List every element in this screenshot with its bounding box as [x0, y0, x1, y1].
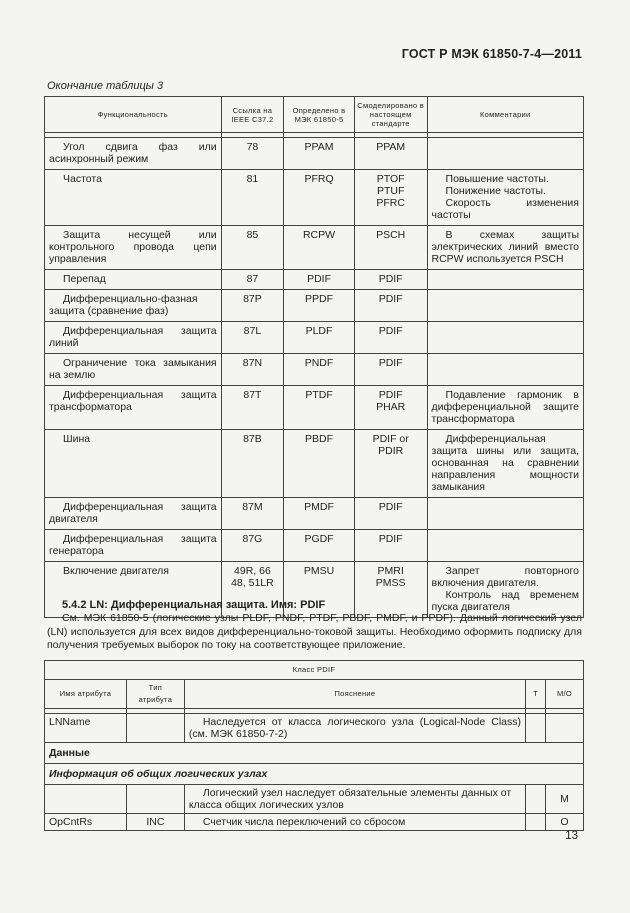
row-modeled	[354, 430, 427, 498]
row-functionality-line: Угол сдвига фаз или асинхронный режим	[49, 141, 217, 165]
table-row	[45, 386, 584, 430]
row-iec-defined	[284, 354, 355, 386]
row-comment	[427, 430, 583, 498]
row-ieee-ref	[221, 270, 284, 290]
empty-cell	[526, 814, 546, 831]
row-modeled-line: PMRI	[377, 565, 404, 577]
row-ieee-ref-line: 81	[246, 173, 259, 185]
row-iec-defined	[284, 170, 355, 226]
row-iec-defined	[284, 226, 355, 270]
table-row	[45, 714, 584, 743]
table-row	[45, 290, 584, 322]
row-modeled-line: PDIF	[378, 389, 403, 401]
row-modeled	[354, 170, 427, 226]
col-header-iec: Определено в МЭК 61850-5	[284, 97, 355, 133]
row-comment	[427, 530, 583, 562]
row-functionality-line: Дифференциальная защита линий	[49, 325, 217, 349]
table-header-row	[45, 97, 584, 133]
document-header: ГОСТ Р МЭК 61850-7-4—2011	[401, 47, 582, 61]
col-header-t: T	[526, 680, 546, 709]
row-functionality	[45, 270, 222, 290]
row-ieee-ref-line: 87B	[243, 433, 262, 445]
row-ieee-ref-line: 87P	[243, 293, 262, 305]
row-iec-defined-line: PLDF	[305, 325, 333, 337]
table-row	[45, 430, 584, 498]
empty-cell	[526, 785, 546, 814]
table-row	[45, 138, 584, 170]
row-functionality	[45, 290, 222, 322]
row-iec-defined-line: PDIF	[307, 273, 331, 285]
class-title: Класс PDIF	[45, 661, 584, 680]
row-modeled	[354, 530, 427, 562]
row-functionality-line: Дифференциальная защита трансформатора	[49, 389, 217, 413]
col-header-ieee: Ссылка на IEEE C37.2	[221, 97, 284, 133]
row-iec-defined-line: PNDF	[304, 357, 334, 369]
row-iec-defined-line: PMDF	[304, 501, 334, 513]
row-iec-defined	[284, 270, 355, 290]
row-iec-defined	[284, 386, 355, 430]
inherit-mo: M	[546, 785, 584, 814]
row-functionality-line: Ограничение тока замыкания на землю	[49, 357, 217, 381]
row-ieee-ref	[221, 322, 284, 354]
row-functionality-line: Перепад	[63, 273, 106, 285]
row-ieee-ref-line: 49R, 66	[234, 565, 271, 577]
row-iec-defined	[284, 322, 355, 354]
table-row	[45, 814, 584, 831]
row-iec-defined	[284, 290, 355, 322]
table-row	[45, 498, 584, 530]
row-ieee-ref-line: 87T	[243, 389, 262, 401]
row-functionality-line: Дифференциально-фазная защита (сравнение фаз)	[49, 293, 198, 317]
row-modeled	[354, 290, 427, 322]
opcnt-desc: Счетчик числа переключений со сбросом	[202, 816, 406, 828]
col-header-comments: Комментарии	[427, 97, 583, 133]
row-comment	[427, 562, 583, 618]
row-iec-defined-line: PPAM	[304, 141, 334, 153]
row-comment-line: Контроль над временем пуска двигателя	[431, 589, 579, 613]
attr-mo	[546, 714, 584, 743]
row-functionality-line: Частота	[63, 173, 102, 185]
table-row	[45, 530, 584, 562]
row-functionality	[45, 322, 222, 354]
row-modeled-line: PTOF	[376, 173, 405, 185]
attr-desc: Наследуется от класса логического узла (Logical-Node Class) (см. МЭК 61850-7-2)	[188, 716, 522, 740]
row-iec-defined-line: PGDF	[304, 533, 334, 545]
row-iec-defined-line: PBDF	[305, 433, 334, 445]
row-comment	[427, 386, 583, 430]
row-modeled-line: PPAM	[376, 141, 406, 153]
row-ieee-ref	[221, 354, 284, 386]
row-modeled	[354, 138, 427, 170]
row-modeled	[354, 386, 427, 430]
row-modeled-line: PFRC	[376, 197, 405, 209]
table-row	[45, 785, 584, 814]
row-functionality	[45, 430, 222, 498]
row-ieee-ref	[221, 226, 284, 270]
opcnt-desc-cell	[184, 814, 525, 831]
row-modeled-line: PTUF	[376, 185, 405, 197]
row-ieee-ref-line: 85	[246, 229, 259, 241]
row-comment-line: Понижение частоты.	[445, 185, 546, 197]
data-label: Данные	[45, 743, 584, 764]
row-functionality-line: Защита несущей или контрольного провода цепи управления	[49, 229, 217, 265]
col-header-functionality: Функциональность	[45, 97, 222, 133]
row-modeled	[354, 226, 427, 270]
table-row	[45, 170, 584, 226]
row-modeled-line: PDIF	[378, 357, 403, 369]
row-functionality-line: Включение двигателя	[63, 565, 169, 577]
table-row	[45, 270, 584, 290]
row-modeled-line: PHAR	[376, 401, 406, 413]
table-3	[44, 96, 584, 618]
row-comment-line: Запрет повторного включения двигателя.	[431, 565, 579, 589]
row-comment	[427, 354, 583, 386]
table-row	[45, 354, 584, 386]
table-row	[45, 226, 584, 270]
col-header-attr-type: Тип атрибута	[126, 680, 184, 709]
row-iec-defined	[284, 498, 355, 530]
row-functionality	[45, 170, 222, 226]
table-row	[45, 764, 584, 785]
row-iec-defined-line: PMSU	[303, 565, 335, 577]
row-functionality	[45, 226, 222, 270]
row-iec-defined	[284, 530, 355, 562]
row-modeled-line: PSCH	[376, 229, 406, 241]
row-iec-defined-line: PPDF	[305, 293, 334, 305]
inherit-desc-cell	[184, 785, 525, 814]
row-comment	[427, 226, 583, 270]
row-comment-line: Повышение частоты.	[445, 173, 549, 185]
table-row	[45, 322, 584, 354]
section-heading: 5.4.2 LN: Дифференциальная защита. Имя: PDIF	[62, 599, 326, 611]
row-functionality	[45, 530, 222, 562]
col-header-explanation: Пояснение	[184, 680, 525, 709]
row-comment	[427, 290, 583, 322]
row-iec-defined	[284, 138, 355, 170]
row-modeled-line: PMSS	[375, 577, 406, 589]
row-ieee-ref-line: 78	[246, 141, 259, 153]
row-ieee-ref-line: 87L	[243, 325, 262, 337]
section-paragraph	[47, 612, 582, 653]
row-functionality	[45, 138, 222, 170]
row-comment-line: Подавление гармоник в дифференциальной защите трансформатора	[431, 389, 579, 425]
col-header-mo: M/O	[546, 680, 584, 709]
attr-type	[126, 714, 184, 743]
table-pdif-class	[44, 660, 584, 831]
attr-desc-cell	[184, 714, 525, 743]
table-row	[45, 743, 584, 764]
page-number: 13	[565, 830, 578, 842]
attr-name: LNName	[45, 714, 127, 743]
row-modeled-line: PDIF	[378, 325, 403, 337]
row-modeled	[354, 562, 427, 618]
row-ieee-ref-line: 87G	[242, 533, 263, 545]
row-modeled	[354, 354, 427, 386]
row-iec-defined-line: RCPW	[302, 229, 336, 241]
row-modeled	[354, 270, 427, 290]
row-modeled-line: PDIF	[378, 533, 403, 545]
opcnt-mo: O	[546, 814, 584, 831]
row-ieee-ref	[221, 430, 284, 498]
row-ieee-ref	[221, 498, 284, 530]
row-ieee-ref-line: 87N	[242, 357, 263, 369]
row-functionality	[45, 354, 222, 386]
row-comment-line: В схемах защиты электрических линий вместо RCPW используется PSCH	[431, 229, 579, 265]
row-modeled-line: PDIF	[378, 273, 403, 285]
row-ieee-ref-line: 48, 51LR	[231, 577, 274, 589]
col-header-attr-name: Имя атрибута	[45, 680, 127, 709]
row-modeled	[354, 322, 427, 354]
row-comment-line: Скорость изменения частоты	[431, 197, 579, 221]
section-paragraph-text: См. МЭК 61850-5 (логические узлы PLDF, PNDF, PTDF, PBDF, PMDF, и PPDF). Данный логический узел (LN) используется для всех видов дифференциально-токовой защиты. Необходимо оформить подписку для получения требуемых выборок по току на соответствующее приложение.	[47, 612, 582, 652]
row-comment	[427, 498, 583, 530]
table-caption: Окончание таблицы 3	[47, 80, 164, 92]
row-functionality-line: Дифференциальная защита генератора	[49, 533, 217, 557]
row-ieee-ref	[221, 138, 284, 170]
row-iec-defined-line: PTDF	[305, 389, 333, 401]
row-modeled-line: PDIF	[378, 293, 403, 305]
row-ieee-ref	[221, 290, 284, 322]
row-comment	[427, 322, 583, 354]
common-info-label: Информация об общих логических узлах	[45, 764, 584, 785]
row-comment-line: Дифференциальная защита шины или защита, основанная на сравнении направления мощности замыкания	[431, 433, 579, 493]
col-header-modeled: Смоделировано в настоящем стандарте	[354, 97, 427, 133]
row-modeled-line: PDIF	[378, 501, 403, 513]
row-comment	[427, 170, 583, 226]
row-functionality-line: Дифференциальная защита двигателя	[49, 501, 217, 525]
row-iec-defined	[284, 430, 355, 498]
row-comment	[427, 138, 583, 170]
attr-t	[526, 714, 546, 743]
opcnt-type: INC	[126, 814, 184, 831]
row-ieee-ref-line: 87M	[242, 501, 263, 513]
opcnt-name: OpCntRs	[45, 814, 127, 831]
row-functionality	[45, 386, 222, 430]
row-ieee-ref-line: 87	[246, 273, 259, 285]
row-comment	[427, 270, 583, 290]
row-ieee-ref	[221, 170, 284, 226]
empty-cell	[45, 785, 127, 814]
row-ieee-ref	[221, 386, 284, 430]
row-functionality-line: Шина	[63, 433, 91, 445]
row-functionality	[45, 498, 222, 530]
empty-cell	[126, 785, 184, 814]
row-modeled-line: PDIF or PDIR	[372, 433, 409, 457]
inherit-desc: Логический узел наследует обязательные элементы данных от класса общих логических узлов	[188, 787, 512, 811]
row-iec-defined-line: PFRQ	[304, 173, 334, 185]
row-modeled	[354, 498, 427, 530]
row-ieee-ref	[221, 530, 284, 562]
